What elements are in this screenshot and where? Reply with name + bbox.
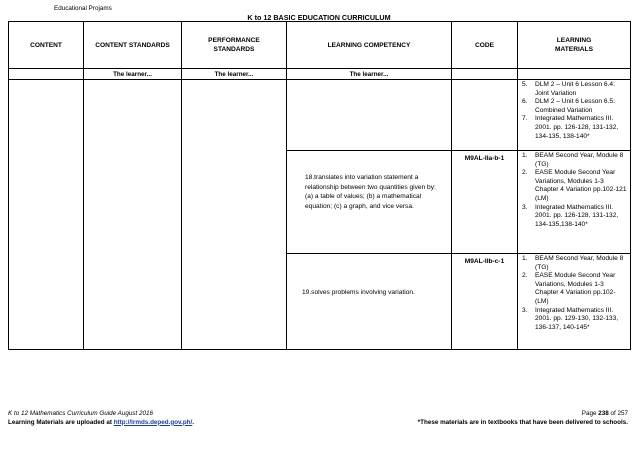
subheader-learning-competency: The learner...	[287, 69, 452, 80]
table-row	[9, 80, 631, 151]
material-item: 7. Integrated Mathematics III. 2001. pp. 126-128, 131-132, 134-135, 138-140*	[522, 115, 619, 140]
code-cell: M9AL-IIa-b-1	[452, 151, 518, 254]
competency-text: 18.translates into variation statement a relationship between two quantities given by: (a) a table of values; (b) a mathematical equation; (c) a graph, and vice versa.	[305, 174, 436, 210]
competency-cell	[287, 254, 452, 350]
upload-note: Learning Materials are uploaded at http://lrmds.deped.gov.ph/.	[8, 418, 195, 426]
materials-cell	[518, 254, 631, 350]
material-item: 2. EASE Module Second Year Variations, Modules 1-3 Chapter 4 Variation pp.102-(LM)	[522, 272, 616, 305]
content-cell	[9, 80, 84, 350]
footer-left	[8, 410, 194, 427]
curriculum-table	[8, 21, 631, 350]
material-item: 1. BEAM Second Year, Module 8 (TG)	[522, 152, 624, 168]
performance-standards-cell	[182, 80, 287, 350]
page-number: 238	[598, 410, 609, 417]
column-header-learning-competency: LEARNING COMPETENCY	[287, 22, 452, 69]
content-standards-cell	[84, 80, 182, 350]
material-item: 3. Integrated Mathematics III. 2001. pp. 129-130, 132-133, 136-137, 140-145*	[522, 306, 619, 331]
materials-list	[518, 151, 630, 229]
competency-cell	[287, 151, 452, 254]
curriculum-guide-label: K to 12 Mathematics Curriculum Guide August 2016	[8, 410, 154, 417]
subheader-code	[452, 69, 518, 80]
material-item: 1. BEAM Second Year, Module 8 (TG)	[522, 255, 624, 271]
subheader-content	[9, 69, 84, 80]
table-subheader-row	[9, 69, 631, 80]
column-header-learning-materials: LEARNING MATERIALS	[518, 22, 631, 69]
subheader-learning-materials	[518, 69, 631, 80]
page-indicator: Page 238 of 257	[581, 410, 628, 417]
subheader-performance-standards: The learner...	[182, 69, 287, 80]
code-cell	[452, 80, 518, 151]
document-title: K to 12 BASIC EDUCATION CURRICULUM	[247, 13, 391, 22]
publisher-label: Educational Projams	[54, 5, 112, 12]
material-item: 3. Integrated Mathematics III. 2001. pp. 126-128, 131-132, 134-135,138-140*	[522, 203, 619, 228]
materials-list	[518, 80, 630, 141]
material-item: 2. EASE Module Second Year Variations, Modules 1-3 Chapter 4 Variation pp.102-121 (LM)	[522, 169, 627, 202]
column-header-performance-standards: PERFORMANCE STANDARDS	[182, 22, 287, 69]
textbook-note: *These materials are in textbooks that have been delivered to schools.	[417, 418, 628, 426]
subheader-content-standards: The learner...	[84, 69, 182, 80]
table-header-row	[9, 22, 631, 69]
material-item: 5. DLM 2 – Unit 6 Lesson 6.4: Joint Variation	[522, 81, 615, 97]
materials-list	[518, 254, 630, 332]
competency-text: 19.solves problems involving variation.	[302, 289, 415, 296]
footer-right	[418, 410, 628, 427]
column-header-code: CODE	[452, 22, 518, 69]
lrmds-link[interactable]: http://lrmds.deped.gov.ph/	[113, 418, 193, 426]
competency-cell	[287, 80, 452, 151]
column-header-content: CONTENT	[9, 22, 84, 69]
materials-cell	[518, 151, 631, 254]
code-cell: M9AL-IIb-c-1	[452, 254, 518, 350]
material-item: 6. DLM 2 – Unit 6 Lesson 6.5: Combined Variation	[522, 98, 615, 114]
materials-cell	[518, 80, 631, 151]
column-header-content-standards: CONTENT STANDARDS	[84, 22, 182, 69]
